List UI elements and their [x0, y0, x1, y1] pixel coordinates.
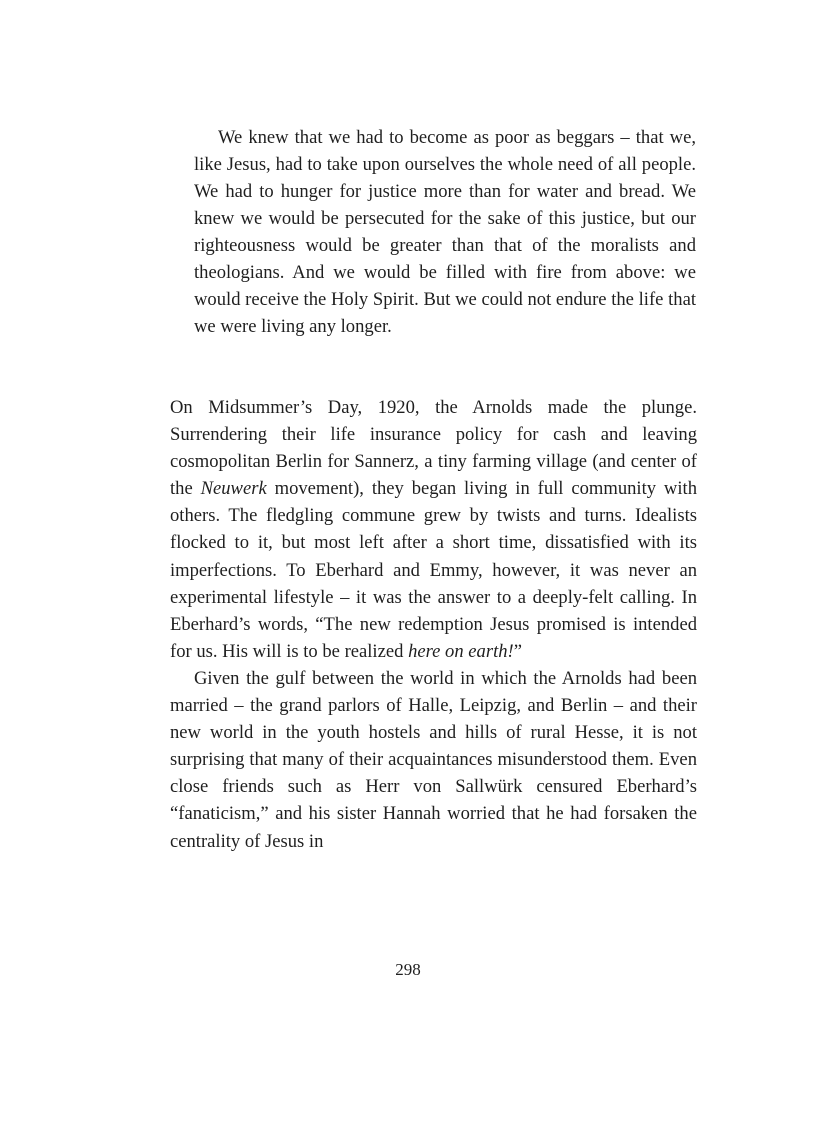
- italic-here-on-earth: here on earth!: [408, 640, 514, 662]
- paragraph-text: movement), they began living in full community with others. The fledgling commune grew by twists and turns. Idealists flocked to it, but most left after a short time, dissatisfied with its imperfections. To Eberhard and Emmy, however, it was never an experimental lifestyle – it was the answer to a deeply-felt calling. In Eberhard’s words, “The new redemption Jesus promised is intended for us. His will is to be realized: [170, 478, 697, 662]
- italic-neuwerk: Neuwerk: [200, 478, 267, 500]
- body-text: [170, 394, 697, 855]
- paragraph-text: ”: [513, 640, 523, 662]
- paragraph-text: Given the gulf between the world in which the Arnolds had been married – the grand parlors of Halle, Leipzig, and Berlin – and their new world in the youth hostels and hills of rural Hesse, it is not surprising that many of their acquaintances misunderstood them. Even close friends such as Herr von Sallwürk censured Eberhard’s “fanaticism,” and his sister Hannah worried that he had forsaken the centrality of Jesus in: [170, 667, 697, 852]
- paragraph-text: On Midsummer’s Day, 1920, the Arnolds made the plunge. Surrendering their life insurance policy for cash and leaving cosmopolitan Berlin for Sannerz, a tiny farming village (and center of the: [170, 397, 697, 500]
- block-quote: [194, 124, 696, 340]
- paragraph-midsummer: [170, 394, 697, 665]
- block-quote-text: We knew that we had to become as poor as beggars – that we, like Jesus, had to take upon ourselves the whole need of all people. We had to hunger for justice more than for water and bread. We knew we would be persecuted for the sake of this justice, but our righteousness would be greater than that of the moralists and theologians. And we would be filled with fire from above: we would receive the Holy Spirit. But we could not endure the life that we were living any longer.: [194, 127, 696, 337]
- page-number: 298: [395, 960, 421, 979]
- paragraph-gulf: [170, 665, 697, 855]
